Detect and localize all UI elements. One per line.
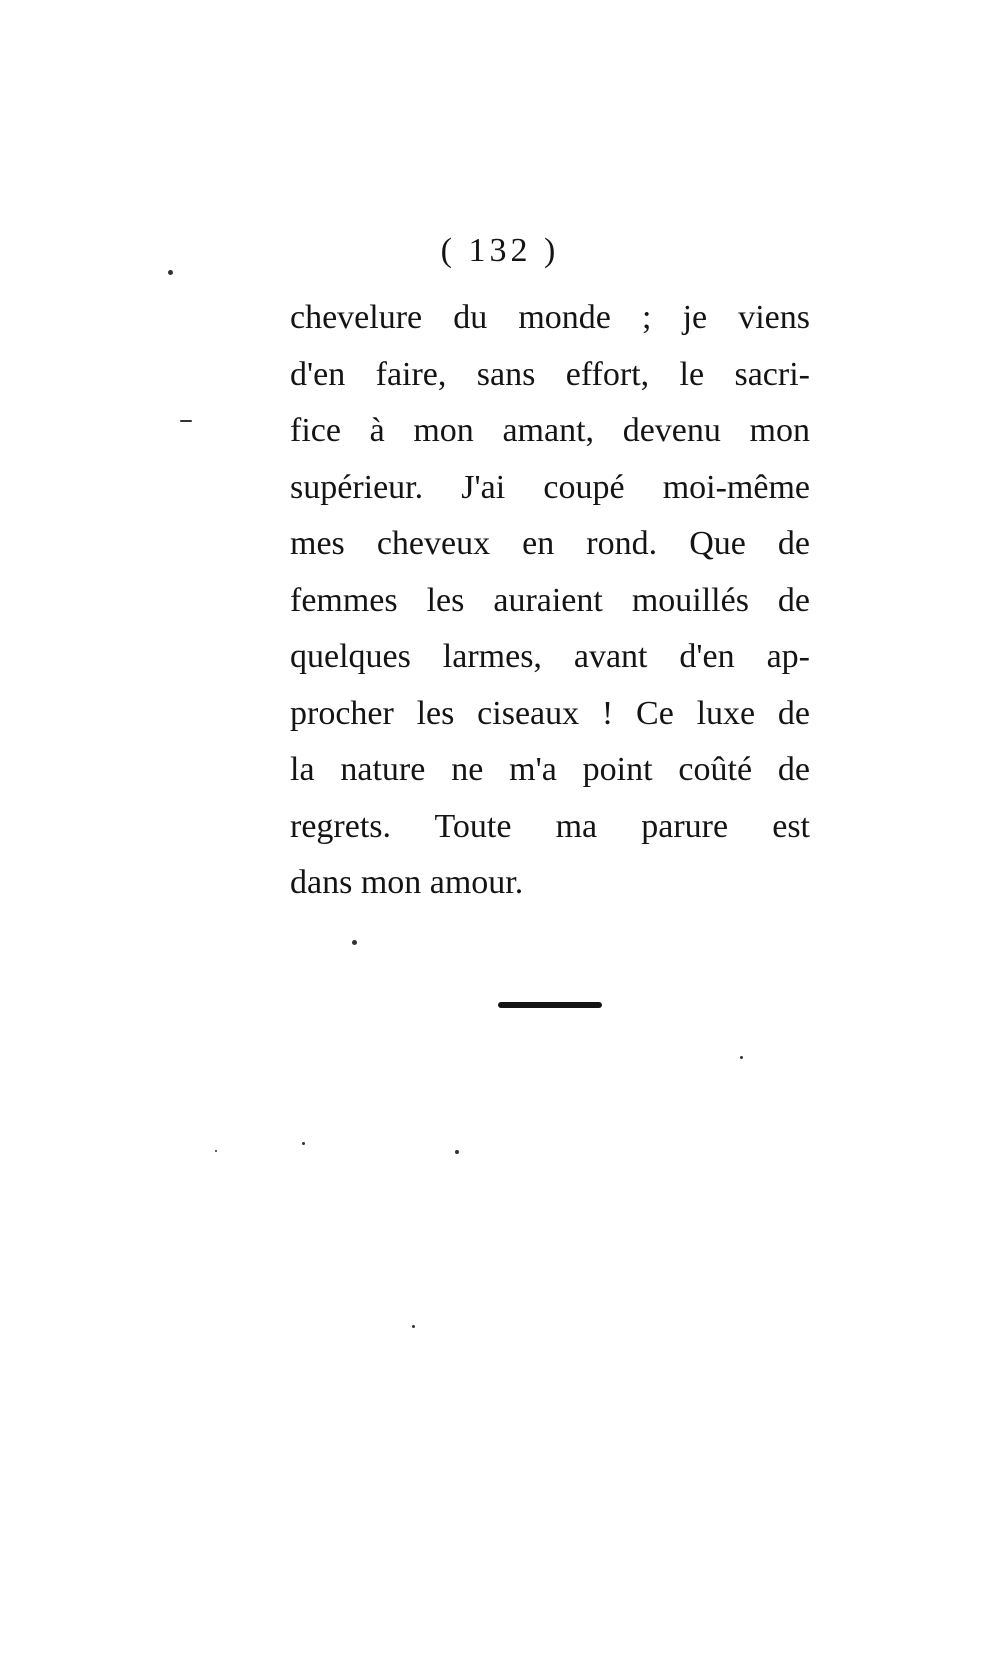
text-line: regrets. Toute ma parure est	[290, 807, 810, 845]
scan-speck	[215, 1150, 217, 1152]
text-line: supérieur. J'ai coupé moi-même	[290, 468, 810, 506]
page-number: ( 132 )	[440, 232, 560, 269]
text-line: fice à mon amant, devenu mon	[290, 412, 810, 449]
text-line: quelques larmes, avant d'en ap-	[290, 638, 810, 675]
text-line: la nature ne m'a point coûté de	[290, 751, 810, 788]
scan-speck	[302, 1142, 305, 1145]
scan-speck	[168, 270, 173, 275]
section-divider-rule	[498, 1002, 602, 1008]
text-line: femmes les auraient mouillés de	[290, 581, 810, 619]
scan-speck	[352, 940, 357, 945]
text-line: mes cheveux en rond. Que de	[290, 525, 810, 562]
body-text	[290, 290, 810, 912]
scan-speck	[455, 1150, 459, 1154]
scan-speck	[740, 1056, 743, 1059]
scan-speck	[180, 420, 192, 422]
text-line: d'en faire, sans effort, le sacri-	[290, 355, 810, 393]
text-line: chevelure du monde ; je viens	[290, 299, 810, 336]
text-line: dans mon amour.	[290, 864, 524, 901]
text-line: procher les ciseaux ! Ce luxe de	[290, 694, 810, 732]
scan-speck	[412, 1325, 415, 1328]
